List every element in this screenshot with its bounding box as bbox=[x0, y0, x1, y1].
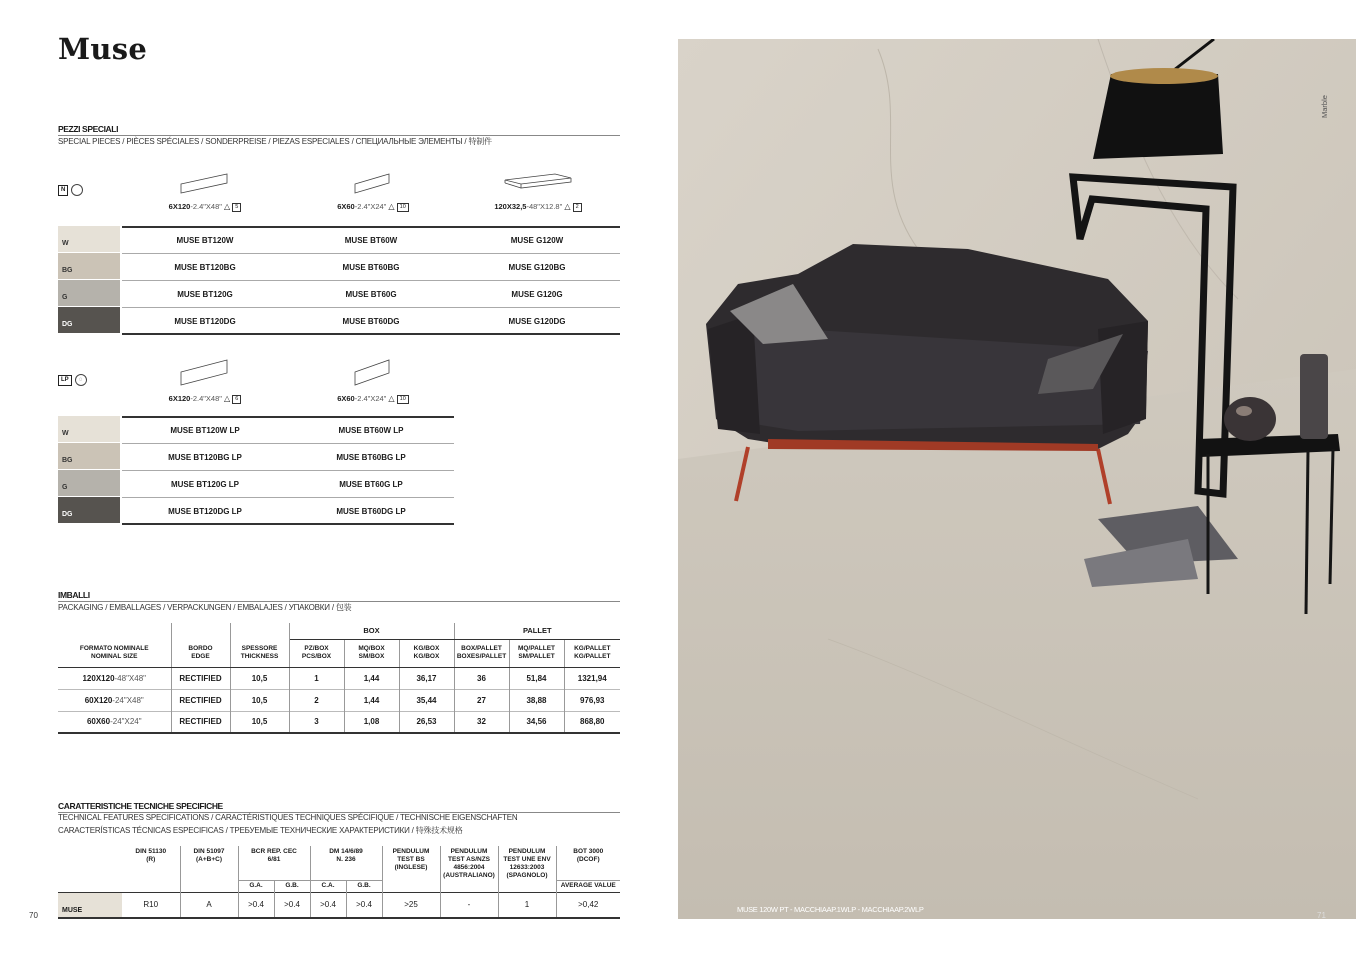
box-group-header: BOX bbox=[289, 623, 454, 639]
piece-size: 120X32,5 bbox=[494, 202, 527, 211]
skirting-icon bbox=[179, 170, 231, 196]
piece-n-3 bbox=[488, 170, 588, 212]
table-row bbox=[122, 226, 620, 253]
cell: MUSE BT120BG LP bbox=[168, 452, 242, 462]
cell: MUSE G120G bbox=[511, 289, 563, 299]
column-header: PENDULUM TEST UNE ENV 12633:2003 (SPAGNOLO) bbox=[498, 846, 556, 892]
piece-inch: -48"X12.8" bbox=[526, 202, 563, 211]
piece-lp-2 bbox=[328, 358, 418, 404]
warning-triangle-icon: △ bbox=[224, 394, 231, 403]
piece-size: 6X120 bbox=[168, 394, 191, 403]
interior-photo bbox=[678, 39, 1356, 919]
technical-subheading-1: TECHNICAL FEATURES SPECIFICATIONS / CARACTÉRISTIQUES TECHNIQUES SPÉCIFIQUE / TECHNISCHE EIGENSCHAFTEN bbox=[58, 813, 518, 822]
table-row bbox=[122, 497, 454, 524]
cell: MUSE BT60W bbox=[344, 236, 398, 245]
cell: MUSE BT60BG LP bbox=[336, 452, 406, 462]
table-bottom-rule bbox=[122, 333, 620, 335]
step-icon bbox=[503, 170, 573, 196]
piece-qty: 2 bbox=[573, 203, 582, 212]
badge-lp-label: LP bbox=[58, 375, 72, 386]
column-header: SPESSORE THICKNESS bbox=[230, 639, 289, 667]
piece-qty: 6 bbox=[232, 395, 241, 404]
swatch-dg: DG bbox=[58, 307, 120, 333]
page-number-right: 71 bbox=[1317, 911, 1326, 920]
column-header: DIN 51097 (A+B+C) bbox=[180, 846, 238, 892]
table-row: MUSE R10 A >0.4 >0.4 >0.4 >0.4 >25 - 1 >0,42 bbox=[58, 892, 620, 918]
cell: MUSE G120DG bbox=[508, 316, 566, 326]
piece-inch: -2.4"X24" bbox=[354, 394, 387, 403]
packaging-table bbox=[58, 623, 620, 734]
packaging-subheading: PACKAGING / EMBALLAGES / VERPACKUNGEN / EMBALAJES / УПАКОВКИ / 包装 bbox=[58, 603, 352, 612]
sofa-room-illustration bbox=[678, 39, 1356, 919]
warning-triangle-icon: △ bbox=[388, 202, 395, 211]
piece-qty: 10 bbox=[397, 395, 409, 404]
warning-triangle-icon: △ bbox=[564, 202, 571, 211]
subheader: G.B. bbox=[274, 880, 310, 892]
subheader: G.A. bbox=[238, 880, 274, 892]
cell: MUSE BT60BG bbox=[342, 262, 400, 272]
column-header: BOX/PALLET BOXES/PALLET bbox=[454, 639, 509, 667]
vertical-marble-label: Marble bbox=[1320, 95, 1329, 118]
special-pieces-subheading: SPECIAL PIECES / PIÈCES SPÉCIALES / SONDERPREISE / PIEZAS ESPECIALES / СПЕЦИАЛЬНЫЕ ЭЛЕМЕНТЫ / 特制件 bbox=[58, 137, 492, 146]
circle-icon bbox=[71, 184, 83, 196]
column-header: KG/PALLET KG/PALLET bbox=[564, 639, 620, 667]
skirting-icon bbox=[353, 358, 393, 388]
cell: MUSE BT120W LP bbox=[170, 426, 240, 435]
technical-subheading-2: CARACTERÍSTICAS TÉCNICAS ESPECIFICAS / ТРЕБУЕМЫЕ ТЕХНИЧЕСКИЕ ХАРАКТЕРИСТИКИ / 特殊技术规格 bbox=[58, 826, 463, 835]
column-header: DIN 51130 (R) bbox=[122, 846, 180, 892]
column-header: FORMATO NOMINALE NOMINAL SIZE bbox=[58, 639, 171, 667]
piece-inch: -2.4"X24" bbox=[354, 202, 387, 211]
technical-heading: CARATTERISTICHE TECNICHE SPECIFICHE bbox=[58, 801, 620, 813]
swatch-bg: BG bbox=[58, 253, 120, 279]
cell: MUSE BT60G bbox=[345, 289, 397, 299]
swatch-g: G bbox=[58, 280, 120, 306]
row-label: MUSE bbox=[58, 892, 122, 918]
cell: MUSE BT60DG LP bbox=[336, 506, 406, 516]
cell: MUSE BT120DG bbox=[174, 316, 236, 326]
table-row bbox=[122, 443, 454, 470]
table-row: 60X120-24"X48" RECTIFIED 10,5 2 1,44 35,44 27 38,88 976,93 bbox=[58, 689, 620, 711]
table-row: 60X60-24"X24" RECTIFIED 10,5 3 1,08 26,53 32 34,56 868,80 bbox=[58, 711, 620, 733]
page-title: Muse bbox=[58, 32, 148, 66]
cell: MUSE BT60W LP bbox=[338, 426, 404, 435]
table-row bbox=[122, 470, 454, 497]
column-header: BOT 3000 (DCOF) bbox=[573, 848, 604, 863]
column-header: PENDULUM TEST AS/NZS 4856:2004 (AUSTRALIANO) bbox=[440, 846, 498, 892]
pallet-group-header: PALLET bbox=[454, 623, 620, 639]
table-row bbox=[122, 307, 620, 334]
skirting-icon bbox=[179, 358, 231, 388]
table-row bbox=[122, 253, 620, 280]
table-row bbox=[122, 280, 620, 307]
swatch-dg: DG bbox=[58, 497, 120, 523]
technical-table bbox=[58, 846, 620, 919]
swatch-w: W bbox=[58, 226, 120, 252]
badge-lp bbox=[58, 374, 87, 386]
column-header: MQ/PALLET SM/PALLET bbox=[509, 639, 564, 667]
subheader: C.A. bbox=[310, 880, 346, 892]
cell: MUSE BT120G bbox=[177, 289, 233, 299]
piece-qty: 5 bbox=[232, 203, 241, 212]
piece-size: 6X60 bbox=[337, 394, 355, 403]
polish-circle-icon: ◌ bbox=[75, 374, 87, 386]
column-header: KG/BOX KG/BOX bbox=[399, 639, 454, 667]
piece-n-1 bbox=[160, 170, 250, 212]
table-row bbox=[122, 416, 454, 443]
piece-n-2 bbox=[328, 170, 418, 212]
cell: MUSE BT120DG LP bbox=[168, 506, 242, 516]
piece-lp-1 bbox=[160, 358, 250, 404]
piece-inch: -2.4"X48" bbox=[190, 202, 222, 211]
subheader: G.B. bbox=[346, 880, 382, 892]
cell: MUSE BT120G LP bbox=[170, 479, 239, 489]
column-header: PENDULUM TEST BS (INGLESE) bbox=[382, 846, 440, 892]
swatch-g: G bbox=[58, 470, 120, 496]
badge-n bbox=[58, 184, 83, 196]
cell: MUSE BT60DG bbox=[342, 316, 400, 326]
warning-triangle-icon: △ bbox=[224, 202, 231, 211]
special-pieces-heading: PEZZI SPECIALI bbox=[58, 124, 620, 136]
piece-qty: 10 bbox=[397, 203, 409, 212]
photo-caption: MUSE 120W PT - MACCHIAAP.1WLP - MACCHIAAP.2WLP bbox=[737, 905, 924, 914]
cell: MUSE G120BG bbox=[508, 262, 566, 272]
cell: MUSE BT120BG bbox=[174, 262, 236, 272]
cell: MUSE BT120W bbox=[176, 236, 234, 245]
swatch-bg: BG bbox=[58, 443, 120, 469]
table-bottom-rule bbox=[122, 523, 454, 525]
column-header: BCR REP. CEC 6/81 bbox=[238, 846, 310, 880]
cell: MUSE G120W bbox=[510, 236, 564, 245]
column-header: PZ/BOX PCS/BOX bbox=[289, 639, 344, 667]
piece-size: 6X60 bbox=[337, 202, 355, 211]
swatch-w: W bbox=[58, 416, 120, 442]
column-header: DM 14/6/89 N. 236 bbox=[310, 846, 382, 880]
packaging-heading: IMBALLI bbox=[58, 590, 620, 602]
column-header: MQ/BOX SM/BOX bbox=[344, 639, 399, 667]
piece-inch: -2.4"X48" bbox=[190, 394, 222, 403]
table-row: 120X120-48"X48" RECTIFIED 10,5 1 1,44 36,17 36 51,84 1321,94 bbox=[58, 667, 620, 689]
badge-n-label: N bbox=[58, 185, 68, 196]
piece-size: 6X120 bbox=[168, 202, 191, 211]
subheader: AVERAGE VALUE bbox=[556, 880, 620, 892]
cell: MUSE BT60G LP bbox=[339, 479, 403, 489]
page-number-left: 70 bbox=[29, 911, 38, 920]
skirting-icon bbox=[353, 170, 393, 196]
column-header: BORDO EDGE bbox=[171, 639, 230, 667]
warning-triangle-icon: △ bbox=[388, 394, 395, 403]
